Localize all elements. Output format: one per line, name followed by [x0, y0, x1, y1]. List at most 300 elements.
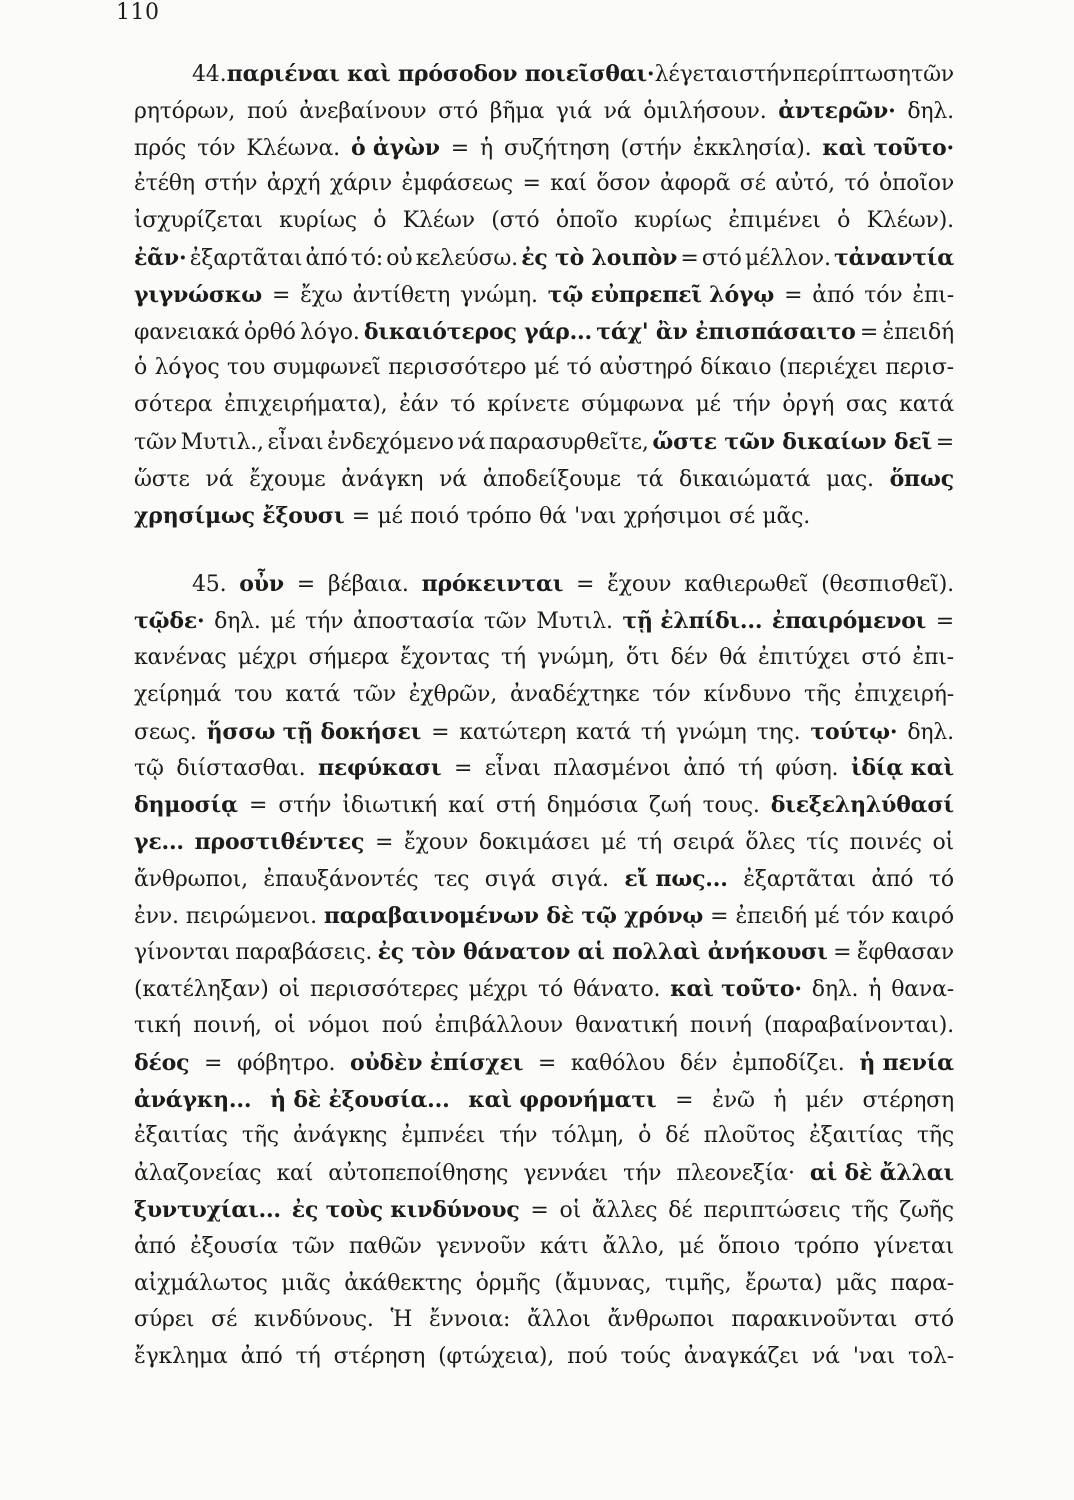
word: ἀπό	[305, 245, 348, 271]
word: μέ	[533, 355, 560, 381]
bold-lemma: τἀναντία	[834, 244, 954, 271]
word: ὁ	[638, 1123, 652, 1149]
bold-lemma: ἀνάγκη...	[134, 1086, 252, 1113]
word: σειρά	[672, 829, 735, 855]
word: σήμερα	[308, 644, 389, 670]
word: =	[450, 135, 470, 161]
word: ἔρωτα)	[745, 1270, 823, 1296]
word: ἐπιβάλλουν	[434, 1012, 563, 1038]
bold-lemma: ἐᾶν·	[134, 244, 187, 271]
word: δηλ.	[907, 98, 954, 124]
word: περιπτώσεις	[703, 1197, 841, 1223]
word: ἐπαυξάνοντές	[263, 866, 419, 892]
word: ἐμποδίζει.	[731, 1050, 845, 1076]
word: μέ	[678, 1233, 704, 1259]
word: πού	[246, 98, 288, 124]
word: καιρό	[891, 903, 954, 929]
word: σύμφωνα	[580, 392, 684, 418]
bold-lemma: δημοσίᾳ	[134, 792, 238, 819]
word: ἔχοντας	[400, 644, 490, 670]
bold-lemma: τούτῳ·	[810, 718, 898, 745]
word: σέ	[739, 171, 766, 197]
text-line	[134, 1339, 954, 1376]
word: τῷ	[134, 756, 164, 782]
word: χρήσιμοι	[623, 503, 722, 529]
word: νά	[811, 1344, 840, 1370]
word: =	[204, 1050, 223, 1076]
word: ποινές	[849, 829, 922, 855]
word: κυρίως	[634, 208, 712, 234]
word: δηλ.	[811, 977, 859, 1003]
bold-lemma: καὶ τοῦτο·	[822, 134, 954, 161]
word: τῆς	[804, 681, 842, 707]
word: τρόπο	[793, 1233, 860, 1259]
word: μέν	[805, 1087, 844, 1113]
word: τό:	[350, 245, 383, 271]
word: ἐνῶ	[712, 1087, 755, 1113]
word: (στήν	[620, 135, 682, 161]
word: ὁ	[134, 355, 148, 381]
word: τόλμη,	[551, 1123, 625, 1149]
bold-lemma: πεφύκασι	[318, 755, 442, 782]
word: καθόλου	[570, 1050, 666, 1076]
text-line	[134, 277, 954, 314]
word: =	[522, 171, 541, 197]
word: οὐ	[386, 245, 413, 271]
word: μᾶς.	[762, 503, 811, 529]
text-line	[134, 714, 954, 751]
word: τήν	[732, 392, 771, 418]
word: ὁ	[837, 208, 851, 234]
word: αἰχμάλωτος	[134, 1270, 268, 1296]
bold-lemma: εἴ πως...	[624, 865, 728, 892]
text-line	[134, 566, 954, 603]
word: =	[680, 245, 699, 271]
word: τό	[537, 977, 564, 1003]
text-line	[134, 498, 954, 535]
word: στήν	[278, 793, 332, 819]
word: φύση.	[775, 756, 839, 782]
word: ἐπιμένει	[728, 208, 821, 234]
word: ὁρμῆς	[475, 1270, 541, 1296]
word: ἐπιχειρή-	[854, 681, 954, 707]
bold-lemma: καὶ τοῦτο·	[670, 976, 802, 1003]
word: γεννοῦν	[435, 1233, 526, 1259]
word: τῆς	[851, 1197, 889, 1223]
word: =	[935, 429, 954, 455]
word: της.	[756, 719, 801, 745]
bold-lemma: χρησίμως ἔξουσι	[134, 502, 345, 529]
word: εἶναι	[267, 429, 324, 455]
text-line	[134, 971, 954, 1008]
bold-lemma: παριέναι καὶ πρόσοδον ποιεῖσθαι·	[226, 61, 655, 87]
word: ἐξαρτᾶται	[743, 866, 856, 892]
word: ἀπό	[812, 282, 855, 308]
page-number: 110	[116, 0, 160, 25]
word: ἐξαρτᾶται	[189, 245, 303, 271]
text-line	[134, 203, 954, 240]
word: ἔγκλημα	[134, 1344, 228, 1370]
bold-lemma: ἐς τοὺς κινδύνους	[291, 1196, 520, 1223]
word: ἐξουσία	[190, 1233, 278, 1259]
word: τῶν	[483, 609, 527, 635]
word: 'ναι	[574, 503, 617, 529]
word: τῶν	[134, 429, 177, 455]
word: δέν	[679, 1050, 718, 1076]
text-line	[134, 824, 954, 861]
word: ὥστε	[134, 466, 190, 492]
text-line	[134, 424, 954, 461]
text-line	[134, 1118, 954, 1155]
word: νά	[205, 466, 234, 492]
bold-lemma: οὖν	[239, 571, 284, 598]
word: ρητόρων,	[134, 98, 236, 124]
word: τίς	[806, 829, 839, 855]
commentary-text	[134, 56, 954, 1376]
word: Ἡ	[390, 1307, 413, 1333]
word: θά	[719, 644, 747, 670]
word: ἀπό	[240, 1344, 283, 1370]
word: ἐάν	[399, 392, 439, 418]
word: =	[935, 609, 954, 635]
word: κελεύσω.	[415, 245, 518, 271]
word: παθῶν	[348, 1233, 422, 1259]
text-line	[134, 861, 954, 898]
word: ἀναδέχτηκε	[509, 681, 640, 707]
text-line	[134, 350, 954, 387]
text-line	[134, 677, 954, 714]
word: =	[351, 503, 370, 529]
word: βῆμα	[489, 98, 545, 124]
word: ἐνν.	[134, 903, 179, 929]
word: =	[784, 282, 803, 308]
word: σεως.	[134, 719, 197, 745]
word: νόμοι	[307, 1012, 370, 1038]
word: κινδύνους.	[254, 1307, 374, 1333]
word: τιμῆς,	[665, 1270, 732, 1296]
text-line	[134, 1229, 954, 1266]
word: ἀποστασία	[352, 609, 475, 635]
word: ὅτι	[625, 644, 660, 670]
bold-lemma: ἐς τὸ λοιπὸν	[521, 244, 678, 271]
bold-lemma: τῷ εὐπρεπεῖ λόγῳ	[547, 281, 775, 308]
word: =	[576, 572, 595, 598]
text-line	[134, 1008, 954, 1045]
word: ἡ	[773, 1087, 787, 1113]
word: στέρηση	[333, 1344, 426, 1370]
word: ἔχουν	[607, 572, 672, 598]
word: συζήτηση	[504, 135, 610, 161]
word: τή	[737, 756, 763, 782]
word: νά	[439, 466, 467, 492]
word: δοκιμάσει	[478, 829, 591, 855]
word: στέρηση	[862, 1087, 954, 1113]
word: στήν	[204, 171, 258, 197]
word: τό	[928, 866, 954, 892]
word: νά	[603, 98, 632, 124]
bold-lemma: προστιθέντες	[194, 828, 365, 855]
word: =	[248, 793, 268, 819]
word: =	[675, 1087, 694, 1113]
word: θά	[539, 503, 567, 529]
word: κατά	[899, 392, 954, 418]
word: κάτι	[539, 1233, 589, 1259]
word: δέ	[665, 1123, 690, 1149]
word: παρασυρθεῖτε,	[489, 429, 649, 455]
word: μέ	[600, 829, 627, 855]
word: ἀφορᾶ	[659, 171, 731, 197]
word: τῶν	[291, 1233, 335, 1259]
word: μᾶς	[835, 1270, 877, 1296]
text-line	[134, 314, 954, 351]
word: ποινή	[689, 1012, 752, 1038]
word: ἔχουμε	[249, 466, 326, 492]
word: =	[453, 756, 473, 782]
word: μέ	[270, 609, 296, 635]
word: ζωή	[648, 793, 692, 819]
bold-lemma: αἱ δὲ ἄλλαι	[809, 1160, 954, 1187]
word: ἀπό	[871, 866, 914, 892]
word: τό	[566, 355, 592, 381]
bold-lemma: τάχ' ἂν ἐπισπάσαιτο	[596, 318, 856, 345]
text-line	[134, 461, 954, 498]
word: καί	[550, 171, 587, 197]
word: ἀπό	[134, 1233, 176, 1259]
word: γνώμη	[675, 719, 747, 745]
word: τήν	[499, 1123, 538, 1149]
word: περισ-	[885, 355, 954, 381]
word: περίπτωση	[792, 62, 911, 87]
word: τήν	[305, 609, 344, 635]
word: ἔφθασαν	[856, 940, 954, 966]
word: ἀναγκάζει	[683, 1344, 799, 1370]
word: 'ναι	[852, 1344, 895, 1370]
word: τή	[640, 719, 666, 745]
word: ἰδιωτική	[342, 793, 437, 819]
bold-lemma: τῇ ἐλπίδι...	[622, 608, 763, 635]
word: συμφωνεῖ	[272, 355, 381, 381]
word: πού	[567, 1344, 608, 1370]
word: μέ	[813, 903, 840, 929]
word: γίνονται	[134, 940, 230, 966]
word: ἐτέθη	[134, 171, 195, 197]
word: τή	[295, 1344, 321, 1370]
word: στή	[495, 793, 536, 819]
word: τες	[433, 866, 470, 892]
text-line	[134, 166, 954, 203]
text-line	[134, 640, 954, 677]
word: ἐξαιτίας	[134, 1123, 228, 1149]
word: ἡ	[868, 977, 882, 1003]
text-line	[134, 1302, 954, 1339]
word: μέ	[377, 503, 403, 529]
word: ἄλλοι	[527, 1307, 591, 1333]
bold-lemma: ἀντερῶν·	[778, 97, 896, 124]
word: τρόπο	[466, 503, 532, 529]
word: =	[431, 719, 450, 745]
word: δημόσια	[546, 793, 638, 819]
word: ποιό	[410, 503, 459, 529]
bold-lemma: ἡ δὲ ἐξουσία...	[270, 1086, 450, 1113]
word: φανειακά	[134, 319, 240, 345]
word: αὐστηρό	[599, 355, 693, 381]
word: διίστασθαι.	[176, 756, 306, 782]
word: γιά	[555, 98, 592, 124]
bold-lemma: ὥστε τῶν δικαίων δεῖ	[652, 428, 933, 455]
word: ἔχουν	[403, 829, 469, 855]
word: ἐχθρῶν,	[408, 681, 498, 707]
word: ἀποδείξουμε	[482, 466, 621, 492]
word: γνώμη.	[460, 282, 538, 308]
word: γνώμη,	[537, 644, 615, 670]
word: φόβητρο.	[237, 1050, 336, 1076]
word: καί	[448, 793, 485, 819]
word: σιγά.	[551, 866, 609, 892]
word: χάριν	[329, 171, 392, 197]
text-line	[134, 1155, 954, 1192]
word: στό	[914, 1307, 954, 1333]
word: (παραβαίνονται).	[763, 1012, 954, 1038]
word: παρακινοῦνται	[731, 1307, 898, 1333]
word: Μυτιλ.	[536, 609, 613, 635]
text-line	[134, 603, 954, 640]
word: πού	[381, 1012, 423, 1038]
word: κίνδυνο	[703, 681, 792, 707]
word: οἱ	[932, 829, 954, 855]
word: λόγο.	[300, 319, 360, 345]
word: ἀντίθετη	[352, 282, 451, 308]
word: ἀνεβαίνουν	[299, 98, 427, 124]
word: στό	[861, 644, 902, 670]
word: ἀνάγκης	[293, 1123, 388, 1149]
word: ἐμφάσεως	[401, 171, 513, 197]
bold-lemma: ἥσσω τῇ δοκήσει	[206, 718, 422, 745]
word: μέ	[695, 392, 721, 418]
text-line	[134, 1045, 954, 1082]
word: ἐκκλησία).	[692, 135, 812, 161]
word: τή	[500, 644, 526, 670]
word: οἱ	[559, 1197, 582, 1223]
word: δηλ.	[907, 719, 954, 745]
word: του	[226, 355, 266, 381]
word: ποινή,	[193, 1012, 262, 1038]
word: ἀλαζονείας	[134, 1161, 262, 1187]
text-line	[134, 1192, 954, 1229]
word: ὁμιλήσουν.	[643, 98, 767, 124]
word: =	[271, 282, 291, 308]
bold-lemma: ἐπαιρόμενοι	[771, 608, 927, 635]
word: σας	[845, 392, 888, 418]
word: μας.	[826, 466, 874, 492]
word: ἐπιχειρήματα),	[224, 392, 388, 418]
word: ἔννοια:	[428, 1307, 511, 1333]
word: μέχρι	[468, 977, 529, 1003]
word: ὁ	[373, 208, 387, 234]
word: ἄνθρωποι,	[134, 866, 248, 892]
text-line	[134, 1082, 954, 1119]
word: πρός	[134, 135, 187, 161]
bold-lemma: ὁ ἀγὼν	[350, 134, 440, 161]
paragraph-gap	[134, 534, 954, 566]
word: λέγεται	[654, 62, 739, 87]
word: πειρώμενοι.	[185, 903, 317, 929]
word: ἐπειδή	[882, 319, 954, 345]
word: =	[833, 940, 852, 966]
word: εἶναι	[484, 756, 541, 782]
bold-lemma: δικαιότερος γάρ...	[363, 318, 592, 345]
word: τῆς	[916, 1123, 954, 1149]
bold-lemma: παραβαινομένων δὲ τῷ χρόνῳ	[323, 902, 704, 929]
word: =	[530, 1197, 549, 1223]
word: ἀνάγκη	[341, 466, 424, 492]
word: Κλέων	[402, 208, 475, 234]
word: ἡ	[480, 135, 494, 161]
text-line	[134, 93, 954, 130]
bold-lemma: γιγνώσκω	[134, 281, 262, 308]
word: ζωῆς	[899, 1197, 954, 1223]
word: Κλέων).	[866, 208, 954, 234]
word: νά	[457, 429, 486, 455]
word: (θεσπισθεῖ).	[821, 572, 954, 598]
word: ἀρχή	[266, 171, 321, 197]
bold-lemma: δέος	[134, 1049, 190, 1076]
word: μέλλον.	[744, 245, 831, 271]
word: τους.	[702, 793, 760, 819]
word: γίνεται	[873, 1233, 954, 1259]
word: τό	[844, 171, 870, 197]
bold-lemma: ἐς τὸν θάνατον αἱ πολλαὶ ἀνήκουσι	[377, 939, 828, 966]
word: στήν	[739, 62, 793, 87]
word: ἐπι-	[912, 644, 954, 670]
word: ὁποῖον	[879, 171, 954, 197]
word: κανένας	[134, 644, 227, 670]
word: ἐνδεχόμενο	[327, 429, 454, 455]
word: τόν	[197, 135, 236, 161]
word: ἐπειδή	[735, 903, 807, 929]
word: λόγος	[154, 355, 220, 381]
word: ἐπι-	[912, 282, 954, 308]
word: μιᾶς	[281, 1270, 331, 1296]
word: τική	[134, 1012, 181, 1038]
word: περισσότερο	[388, 355, 527, 381]
word: πλοῦτος	[703, 1123, 795, 1149]
word: τούς	[620, 1344, 671, 1370]
word: ὅσον	[596, 171, 651, 197]
word: δέ	[668, 1197, 693, 1223]
word: =	[374, 829, 394, 855]
word: Μυτιλ.,	[180, 429, 264, 455]
bold-lemma: γε...	[134, 828, 184, 855]
text-line	[134, 934, 954, 971]
word: ἀκάθεκτης	[344, 1270, 462, 1296]
word: ὅλες	[745, 829, 796, 855]
word: ἐξαιτίας	[809, 1123, 903, 1149]
word: πλεονεξία·	[676, 1161, 795, 1187]
text-line	[134, 750, 954, 787]
word: =	[537, 1050, 557, 1076]
word: χείρημά	[134, 681, 222, 707]
word: ἀπό	[683, 756, 726, 782]
word: ἰσχυρίζεται	[134, 208, 263, 234]
word: στό	[438, 98, 478, 124]
word: τῶν	[353, 681, 396, 707]
paragraph-44	[134, 56, 954, 534]
bold-lemma: ἡ πενία	[859, 1049, 954, 1076]
word: δίκαιο	[700, 355, 772, 381]
word: =	[296, 572, 316, 598]
word: δέν	[670, 644, 708, 670]
word: παρα-	[890, 1270, 954, 1296]
